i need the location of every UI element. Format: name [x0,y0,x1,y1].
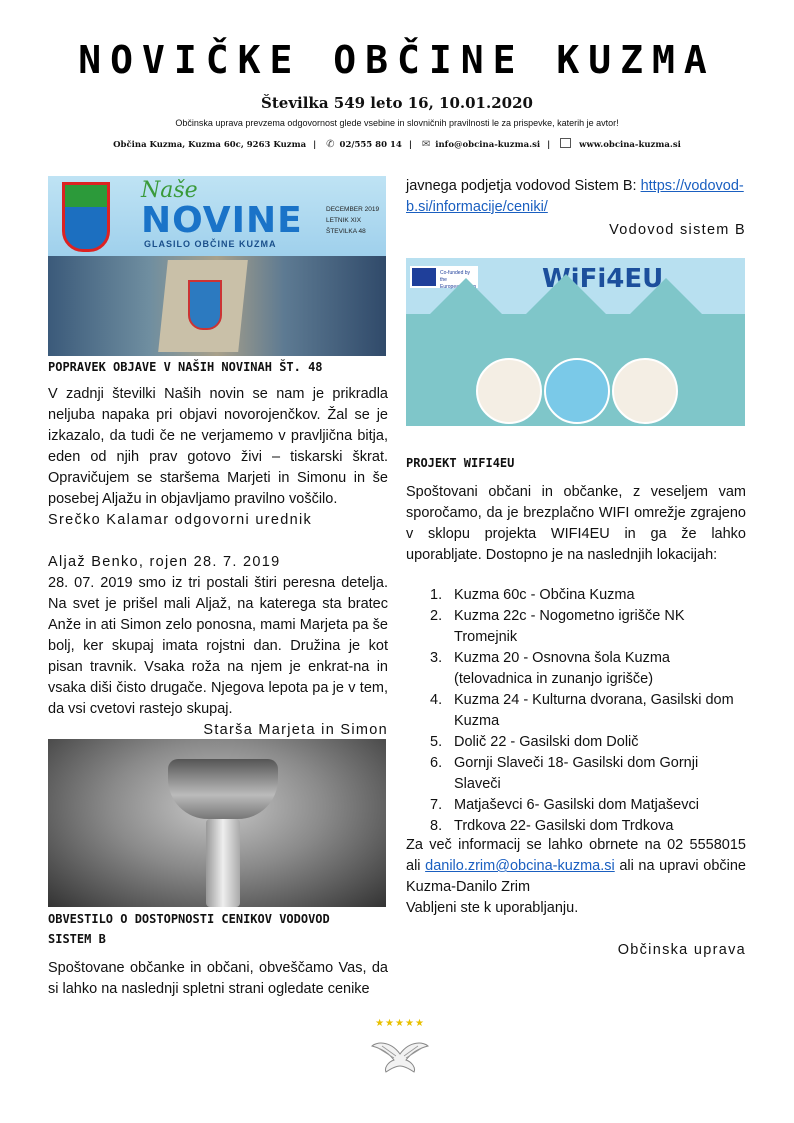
article3-invite: Vabljeni ste k uporabljanju. [406,900,579,916]
masthead-title: NOVIČKE OBČINE KUZMA [78,38,716,82]
wifi-location-item [406,732,746,753]
wifi4eu-image [406,258,745,426]
email[interactable]: info@obcina-kuzma.si [435,140,541,150]
nase-novine-banner [48,176,386,356]
tourist-icon [612,358,678,424]
wifi-location-item [406,795,746,816]
baby-announcement: Aljaž Benko, rojen 28. 7. 2019 [48,554,281,570]
phone: 02/555 80 14 [339,140,402,150]
eu-flag-icon: Co-funded by the European Union [410,266,478,288]
location-number: 1. [430,587,443,603]
location-text: Kuzma 60c - Občina Kuzma [454,587,635,603]
parents-signature: Starša Marjeta in Simon [203,722,388,738]
wifi-location-item [406,753,746,795]
location-text: Trdkova 22- Gasilski dom Trdkova [454,818,674,834]
coat-of-arms-icon [62,182,110,252]
location-number: 4. [430,692,443,708]
location-number: 2. [430,608,443,624]
phone-icon: ✆ [326,139,335,150]
article2-title-line2: SISTEM B [48,932,106,946]
website[interactable]: www.obcina-kuzma.si [579,140,681,150]
wifi-location-item [406,816,746,837]
banner-novine: NOVINE [141,200,303,241]
location-text: Matjaševci 6- Gasilski dom Matjaševci [454,797,699,813]
dove-logo-icon [370,1032,430,1078]
wifi-locations-list [406,585,746,837]
article1-signature: Srečko Kalamar odgovorni urednik [48,512,313,528]
wifi-location-item [406,648,746,690]
location-number: 6. [430,755,443,771]
disclaimer: Občinska uprava prevzema odgovornost glede vsebine in slovničnih pravilnosti le za prispevke, katerih je avtor! [175,118,619,128]
mail-icon: ✉ [421,139,431,150]
vodovod-link-cont[interactable]: b.si/informacije/ceniki/ [406,199,548,215]
location-number: 8. [430,818,443,834]
location-text: Gornji Slaveči 18- Gasilski dom Gornji Slaveči [454,755,699,792]
banner-subtitle: GLASILO OBČINE KUZMA [144,239,277,249]
article1-body: V zadnji številki Naših novin se nam je prikradla neljuba napaka pri objavi novorojenčkov. Žal se je izkazalo, da tudi če ne verjamemo v pravljična bitja, eden od njih prav gotovo živi – tiskarski škrat. Opravičujem se staršema Marjeti in Simonu in še posebej Aljažu in objavljamo pravilno voščilo. [48,386,388,507]
article1-title: POPRAVEK OBJAVE V NAŠIH NOVINAH ŠT. 48 [48,360,323,374]
article2-signature: Vodovod sistem B [609,222,746,238]
crest-mosaic-icon [188,280,222,330]
banner-nase: Naše [141,178,198,203]
article2-body: Spoštovane občanke in občani, obveščamo Vas, da si lahko na naslednji spletni strani ogledate cenike [48,960,388,997]
water-tap-photo [48,739,386,907]
contact-line: Občina Kuzma, Kuzma 60c, 9263 Kuzma | ✆ 02/555 80 14 | ✉ info@obcina-kuzma.si | www.obcina-kuzma.si [113,139,681,150]
location-number: 5. [430,734,443,750]
wifi-location-item [406,585,746,606]
issue-line: Številka 549 leto 16, 10.01.2020 [261,94,533,112]
smartphone-wifi-icon [544,358,610,424]
address: Občina Kuzma, Kuzma 60c, 9263 Kuzma [113,140,307,150]
location-number: 7. [430,797,443,813]
location-text: Kuzma 20 - Osnovna šola Kuzma (telovadnica in zunanjo igrišče) [454,650,670,687]
birth-wish: 28. 07. 2019 smo iz tri postali štiri peresna detelja. Na svet je prišel mali Aljaž, na katerega sta bratec Anže in ati Simon zelo ponosna, mami Marjeta pa še bolj, ker skupaj imata rojstni dan. Družina je kot pisan travnik. Vsaka roža na njem je enkrat-na in vsaka diši čisto drugače. Njegova lepota pa je v tem, da vsi cvetovi rastejo skupaj. [48,575,388,717]
web-icon [560,138,571,148]
wifi-location-item [406,606,746,648]
article3-more-info: Za več informacij se lahko obrnete na 02 5558015 ali danilo.zrim@obcina-kuzma.si ali na upravi občine Kuzma-Danilo Zrim [406,837,746,895]
stars-icon: ★★★★★ [375,1018,425,1029]
vodovod-link[interactable]: https://vodovod- [640,178,744,194]
location-text: Kuzma 22c - Nogometno igrišče NK Tromejnik [454,608,685,645]
contact-email-link[interactable]: danilo.zrim@obcina-kuzma.si [425,858,615,874]
wifi4eu-logo: WiFi4EU [542,264,664,294]
location-text: Dolič 22 - Gasilski dom Dolič [454,734,639,750]
wifi-location-item [406,690,746,732]
article2-title-line1: OBVESTILO O DOSTOPNOSTI CENIKOV VODOVOD [48,912,330,926]
person-reading-icon [476,358,542,424]
banner-issue-data: DECEMBER 2019 LETNIK XIX ŠTEVILKA 48 [326,206,380,235]
article2-body-continued: javnega podjetja vodovod Sistem B: https://vodovod- b.si/informacije/ceniki/ [406,178,744,215]
location-text: Kuzma 24 - Kulturna dvorana, Gasilski dom Kuzma [454,692,734,729]
article3-signature: Občinska uprava [617,942,746,958]
article3-title: PROJEKT WIFI4EU [406,456,515,470]
article3-intro: Spoštovani občani in občanke, z veseljem vam sporočamo, da je brezplačno WIFI omrežje zgrajeno v sklopu projekta WIFI4EU in ga že lahko uporabljate. Dostopno je na naslednjih lokacijah: [406,484,746,563]
location-number: 3. [430,650,443,666]
